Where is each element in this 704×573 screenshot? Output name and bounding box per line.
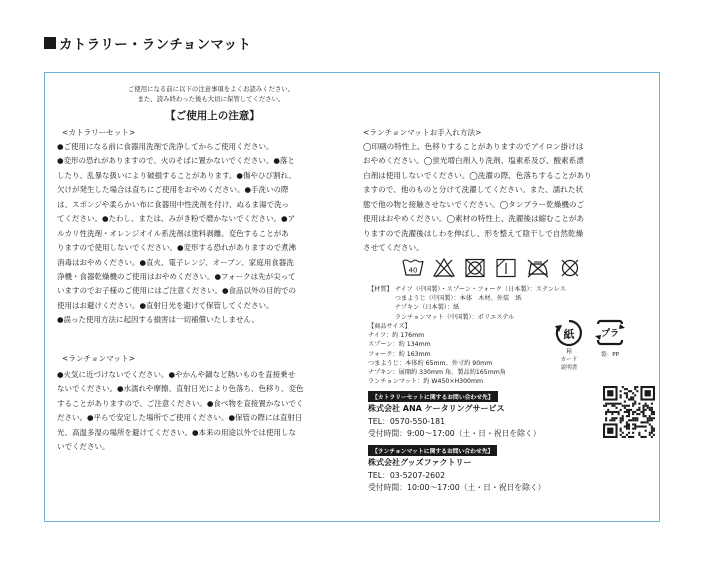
- text-line: てください。●たわし、または、みがき粉で磨かないでください。●ア: [57, 214, 296, 224]
- size-line: フォーク：約 163mm: [368, 350, 431, 358]
- mat-heading: <ランチョンマット>: [62, 354, 135, 363]
- plastic-recycle-label: 袋：PP: [601, 352, 619, 358]
- text-line: ないでください。●水濡れや摩擦、直射日光により色落ち、色移り、変色: [57, 384, 304, 394]
- page-title: カトラリー・ランチョンマット: [59, 37, 252, 53]
- care-heading: <ランチョンマットお手入れ方法>: [363, 128, 482, 137]
- text-line: することがありますので、ご注意ください。●食べ物を直接置かないでく: [57, 398, 304, 408]
- text-line: ◯印刷の特性上、色移りすることがありますのでアイロン掛けは: [363, 142, 584, 151]
- plastic-recycle-icon: [594, 318, 626, 348]
- text-line: は、スポンジや柔らかい布に食器用中性洗剤を付け、ぬるま湯で洗っ: [57, 199, 290, 209]
- line-dry-shade-icon: [495, 258, 517, 278]
- materials-list: [368, 285, 566, 322]
- product-sizes: [368, 322, 506, 386]
- wash-40-icon: [402, 258, 424, 278]
- no-tumble-dry-icon: [464, 258, 486, 278]
- notice-line: また、読み終わった後も大切に保管してください。: [137, 95, 285, 103]
- mat-contact-tel: TEL：03-5207-2602: [368, 471, 446, 480]
- notice-title: 【ご使用上の注意】: [165, 110, 260, 122]
- mat-contact-company: 株式会社グッズファクトリー: [368, 458, 472, 467]
- no-bleach-icon: [433, 258, 455, 278]
- text-line: 使用はおやめください。◯素材の特性上、洗濯後は縮むことがあ: [363, 214, 585, 224]
- text-line: したり、乱暴な扱いにより破損することがあります。●傷やひび割れ、: [57, 170, 296, 180]
- cutlery-contact-label: 【カトラリーセットに関するお問い合わせ先】: [368, 391, 498, 402]
- square-bullet-icon: [44, 37, 56, 49]
- qr-code: [603, 386, 655, 438]
- no-dry-clean-icon: [559, 258, 581, 278]
- mat-contact-label: 【ランチョンマットに関するお問い合わせ先】: [368, 445, 497, 456]
- notice-intro: [76, 84, 346, 104]
- no-iron-icon: [526, 258, 550, 278]
- paper-recycle-icon: [554, 318, 584, 348]
- material-line: つまようじ（中国製）：本体 木材、外装 紙: [368, 295, 522, 303]
- material-line: ナプキン（日本製）：紙: [368, 304, 460, 312]
- cutlery-contact-hours: 受付時間：9:00～17:00（土・日・祝日を除く）: [368, 429, 541, 438]
- text-line: いますのでお子様のご使用にはご注意ください。●食品以外の目的での: [57, 286, 297, 296]
- paper-recycle-mark: [554, 318, 584, 372]
- svg-text:紙: 紙: [563, 328, 575, 341]
- text-line: ださい。●平らで安定した場所でご使用ください。●保管の際には直射日: [57, 413, 303, 423]
- text-line: ルカリ性洗剤・オレンジオイル系洗剤は塗料剥離、変色することがあ: [57, 228, 289, 238]
- text-line: 浄機・食器乾燥機のご使用はおやめください。●フォークは先が尖って: [57, 271, 296, 281]
- text-line: 欠けが発生した場合は直ちにご使用をおやめください。●手洗いの際: [57, 185, 289, 195]
- cutlery-contact-tel: TEL：0570-550-181: [368, 417, 446, 426]
- notice-line: ご使用になる前に以下の注意事項をよくお読みください。: [127, 85, 295, 93]
- page-header: [44, 33, 251, 53]
- text-line: 光、高温多湿の場所を避けてください。●本来の用途以外では使用しな: [57, 427, 297, 437]
- care-symbols: [402, 258, 581, 278]
- material-line: 【材質】 ナイフ（中国製）・スプーン・フォーク（日本製）：ステンレス: [368, 286, 566, 293]
- plastic-recycle-mark: [594, 318, 626, 359]
- svg-text:プラ: プラ: [600, 329, 620, 339]
- text-line: 態で他の物と接触させないでください。◯タンブラー乾燥機のご: [363, 199, 585, 209]
- cutlery-contact-company: 株式会社 ANA ケータリングサービス: [368, 404, 505, 413]
- mat-text: [57, 368, 304, 455]
- text-line: ●誤った使用方法に起因する損害は一切補償いたしません。: [57, 315, 259, 325]
- text-line: いでください。: [57, 442, 110, 452]
- size-line: ランチョンマット：約 W450×H300mm: [368, 378, 484, 386]
- text-line: 白剤は使用しないでください。◯洗濯の際、色落ちすることがあり: [363, 170, 592, 180]
- size-line: ナイフ：約 176mm: [368, 332, 425, 340]
- size-line: 【商品サイズ】: [368, 323, 411, 330]
- cutlery-heading: <カトラリーセット>: [62, 128, 136, 137]
- text-line: ●変形の恐れがありますので、火のそばに置かないでください。●落と: [57, 156, 295, 166]
- material-line: ランチョンマット（中国製）：ポリエステル: [368, 313, 515, 321]
- size-line: スプーン：約 134mm: [368, 341, 431, 349]
- text-line: ●火気に近づけないでください。●やかんや鍋など熱いものを直接乗せ: [57, 370, 296, 379]
- text-line: 使用はお避けください。●直射日光を避けて保管してください。: [57, 300, 274, 310]
- mat-contact-hours: 受付時間：10:00～17:00（土・日・祝日を除く）: [368, 483, 546, 492]
- text-line: りますので使用しないでください。●変形する恐れがありますので煮沸: [57, 243, 297, 253]
- text-line: りますので洗濯後はしわを伸ばし、形を整えて陰干しで自然乾燥: [363, 228, 584, 238]
- size-line: つまようじ：本体約 65mm、外寸約 90mm: [368, 359, 493, 367]
- paper-recycle-label: 箱 カード 説明書: [560, 349, 578, 371]
- text-line: ますので、他のものと分けて洗濯してください。また、濡れた状: [363, 185, 584, 195]
- text-line: させてください。: [363, 243, 424, 253]
- cutlery-text: [57, 140, 296, 328]
- wash-temp-label: 40: [408, 266, 418, 275]
- text-line: 消毒はおやめください。●直火、電子レンジ、オーブン、家庭用食器洗: [57, 257, 294, 267]
- care-text: [363, 140, 592, 256]
- text-line: ●ご使用になる前に食器用洗剤で洗浄してからご使用ください。: [57, 142, 274, 151]
- text-line: おやめください。◯蛍光増白剤入り洗剤、塩素系及び、酸素系漂: [363, 156, 584, 166]
- size-line: ナプキン：展開約 330mm 角、製品約165mm角: [368, 368, 506, 376]
